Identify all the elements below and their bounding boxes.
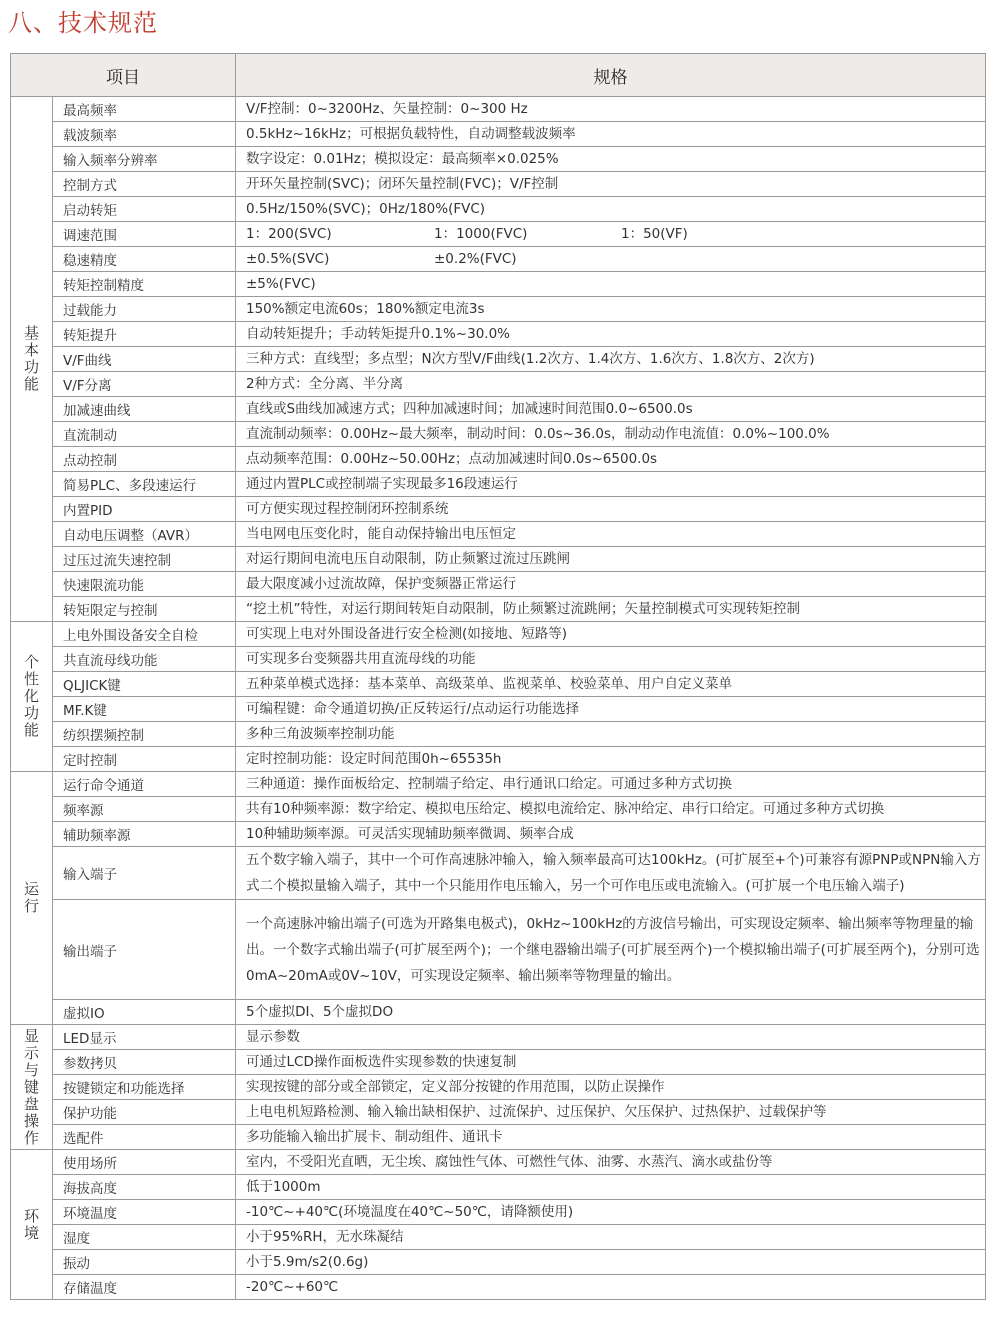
item-cell: 环境温度 bbox=[53, 1200, 236, 1225]
item-cell: 存储温度 bbox=[53, 1275, 236, 1300]
spec-cell: 对运行期间电流电压自动限制，防止频繁过流过压跳闸 bbox=[236, 547, 986, 572]
item-cell: 转矩控制精度 bbox=[53, 272, 236, 297]
spec-cell: 定时控制功能：设定时间范围0h~65535h bbox=[236, 747, 986, 772]
category-label: 基本功能 bbox=[23, 324, 39, 393]
table-row bbox=[11, 747, 986, 772]
spec-cell bbox=[236, 247, 986, 272]
table-row bbox=[11, 1025, 986, 1050]
table-row bbox=[11, 1275, 986, 1300]
table-row bbox=[11, 297, 986, 322]
spec-cell: 五种菜单模式选择：基本菜单、高级菜单、监视菜单、校验菜单、用户自定义菜单 bbox=[236, 672, 986, 697]
table-row bbox=[11, 447, 986, 472]
table-row bbox=[11, 1100, 986, 1125]
item-cell: 过载能力 bbox=[53, 297, 236, 322]
item-cell: 最高频率 bbox=[53, 97, 236, 122]
spec-cell: ±5%(FVC) bbox=[236, 272, 986, 297]
item-cell: 海拔高度 bbox=[53, 1175, 236, 1200]
item-cell: 振动 bbox=[53, 1250, 236, 1275]
spec-part: 1：50(VF) bbox=[621, 226, 688, 242]
item-cell: 调速范围 bbox=[53, 222, 236, 247]
item-cell: 辅助频率源 bbox=[53, 822, 236, 847]
item-cell: 按键锁定和功能选择 bbox=[53, 1075, 236, 1100]
item-cell: QLJICK键 bbox=[53, 672, 236, 697]
spec-cell: 实现按键的部分或全部锁定，定义部分按键的作用范围，以防止误操作 bbox=[236, 1075, 986, 1100]
table-row bbox=[11, 722, 986, 747]
table-row bbox=[11, 1175, 986, 1200]
item-cell: 湿度 bbox=[53, 1225, 236, 1250]
table-row bbox=[11, 347, 986, 372]
item-cell: 简易PLC、多段速运行 bbox=[53, 472, 236, 497]
table-body bbox=[11, 97, 986, 1300]
item-cell: 运行命令通道 bbox=[53, 772, 236, 797]
item-cell: 载波频率 bbox=[53, 122, 236, 147]
spec-cell: 低于1000m bbox=[236, 1175, 986, 1200]
table-row bbox=[11, 772, 986, 797]
spec-part: 1：200(SVC) bbox=[246, 226, 332, 242]
table-row bbox=[11, 172, 986, 197]
category-label: 环境 bbox=[23, 1206, 39, 1242]
spec-cell: 150%额定电流60s；180%额定电流3s bbox=[236, 297, 986, 322]
table-row bbox=[11, 97, 986, 122]
item-cell: 输出端子 bbox=[53, 900, 236, 1000]
spec-cell: 多功能输入输出扩展卡、制动组件、通讯卡 bbox=[236, 1125, 986, 1150]
category-label: 个性化功能 bbox=[23, 653, 39, 739]
spec-cell: 三种方式：直线型；多点型；N次方型V/F曲线(1.2次方、1.4次方、1.6次方、1.8次方、2次方) bbox=[236, 347, 986, 372]
spec-cell: 直线或S曲线加减速方式；四种加减速时间；加减速时间范围0.0~6500.0s bbox=[236, 397, 986, 422]
item-cell: 虚拟IO bbox=[53, 1000, 236, 1025]
category-cell bbox=[11, 97, 53, 622]
spec-cell: 五个数字输入端子，其中一个可作高速脉冲输入，输入频率最高可达100kHz。(可扩展至+个)可兼容有源PNP或NPN输入方式二个模拟量输入端子，其中一个只能用作电压输入，另一个可作电压或电流输入。(可扩展一个电压输入端子) bbox=[236, 847, 986, 900]
table-row bbox=[11, 597, 986, 622]
spec-cell: 最大限度减小过流故障，保护变频器正常运行 bbox=[236, 572, 986, 597]
table-row bbox=[11, 572, 986, 597]
table-row bbox=[11, 222, 986, 247]
table-row bbox=[11, 647, 986, 672]
item-cell: 参数拷贝 bbox=[53, 1050, 236, 1075]
spec-cell: 点动频率范围：0.00Hz~50.00Hz；点动加减速时间0.0s~6500.0s bbox=[236, 447, 986, 472]
table-row bbox=[11, 197, 986, 222]
header-spec: 规格 bbox=[236, 54, 986, 97]
spec-cell: 可通过LCD操作面板选件实现参数的快速复制 bbox=[236, 1050, 986, 1075]
spec-cell: 共有10种频率源：数字给定、模拟电压给定、模拟电流给定、脉冲给定、串行口给定。可通过多种方式切换 bbox=[236, 797, 986, 822]
table-row bbox=[11, 1225, 986, 1250]
category-cell bbox=[11, 1025, 53, 1150]
spec-cell: 上电电机短路检测、输入输出缺相保护、过流保护、过压保护、欠压保护、过热保护、过载保护等 bbox=[236, 1100, 986, 1125]
spec-cell bbox=[236, 222, 986, 247]
table-row bbox=[11, 422, 986, 447]
table-row bbox=[11, 497, 986, 522]
table-row bbox=[11, 1050, 986, 1075]
table-row bbox=[11, 822, 986, 847]
item-cell: 控制方式 bbox=[53, 172, 236, 197]
item-cell: 纺织摆频控制 bbox=[53, 722, 236, 747]
table-row bbox=[11, 522, 986, 547]
item-cell: 快速限流功能 bbox=[53, 572, 236, 597]
table-row bbox=[11, 1075, 986, 1100]
spec-cell: 0.5Hz/150%(SVC)；0Hz/180%(FVC) bbox=[236, 197, 986, 222]
spec-cell: 多种三角波频率控制功能 bbox=[236, 722, 986, 747]
spec-cell: 通过内置PLC或控制端子实现最多16段速运行 bbox=[236, 472, 986, 497]
category-label: 运行 bbox=[23, 880, 39, 915]
item-cell: 选配件 bbox=[53, 1125, 236, 1150]
item-cell: 转矩限定与控制 bbox=[53, 597, 236, 622]
item-cell: 直流制动 bbox=[53, 422, 236, 447]
item-cell: 输入端子 bbox=[53, 847, 236, 900]
item-cell: 转矩提升 bbox=[53, 322, 236, 347]
spec-cell: 0.5kHz~16kHz；可根据负载特性，自动调整载波频率 bbox=[236, 122, 986, 147]
table-row bbox=[11, 472, 986, 497]
spec-cell: 可方便实现过程控制闭环控制系统 bbox=[236, 497, 986, 522]
category-label: 显示与键盘操作 bbox=[23, 1026, 39, 1147]
table-row bbox=[11, 1250, 986, 1275]
item-cell: 定时控制 bbox=[53, 747, 236, 772]
category-cell bbox=[11, 1150, 53, 1300]
table-row bbox=[11, 322, 986, 347]
table-row bbox=[11, 847, 986, 900]
item-cell: 共直流母线功能 bbox=[53, 647, 236, 672]
item-cell: 上电外围设备安全自检 bbox=[53, 622, 236, 647]
spec-cell: V/F控制：0~3200Hz、矢量控制：0~300 Hz bbox=[236, 97, 986, 122]
spec-cell: 数字设定：0.01Hz；模拟设定：最高频率×0.025% bbox=[236, 147, 986, 172]
item-cell: V/F分离 bbox=[53, 372, 236, 397]
table-row bbox=[11, 900, 986, 1000]
table-row bbox=[11, 797, 986, 822]
table-row bbox=[11, 122, 986, 147]
item-cell: 使用场所 bbox=[53, 1150, 236, 1175]
item-cell: 内置PID bbox=[53, 497, 236, 522]
category-cell bbox=[11, 622, 53, 772]
item-cell: 点动控制 bbox=[53, 447, 236, 472]
item-cell: LED显示 bbox=[53, 1025, 236, 1050]
item-cell: 频率源 bbox=[53, 797, 236, 822]
spec-part: 1：1000(FVC) bbox=[434, 226, 528, 242]
spec-cell: -20℃~+60℃ bbox=[236, 1275, 986, 1300]
spec-cell: 小于5.9m/s2(0.6g) bbox=[236, 1250, 986, 1275]
spec-cell: 可实现上电对外围设备进行安全检测(如接地、短路等) bbox=[236, 622, 986, 647]
table-row bbox=[11, 697, 986, 722]
header-item: 项目 bbox=[11, 54, 236, 97]
item-cell: 启动转矩 bbox=[53, 197, 236, 222]
table-row bbox=[11, 1125, 986, 1150]
spec-cell: 可实现多台变频器共用直流母线的功能 bbox=[236, 647, 986, 672]
spec-cell: 小于95%RH，无水珠凝结 bbox=[236, 1225, 986, 1250]
item-cell: 自动电压调整（AVR） bbox=[53, 522, 236, 547]
spec-cell: 室内，不受阳光直晒，无尘埃、腐蚀性气体、可燃性气体、油雾、水蒸汽、滴水或盐份等 bbox=[236, 1150, 986, 1175]
spec-cell: -10℃~+40℃(环境温度在40℃~50℃，请降额使用) bbox=[236, 1200, 986, 1225]
item-cell: MF.K键 bbox=[53, 697, 236, 722]
table-row bbox=[11, 622, 986, 647]
spec-cell: 5个虚拟DI、5个虚拟DO bbox=[236, 1000, 986, 1025]
spec-cell: 自动转矩提升；手动转矩提升0.1%~30.0% bbox=[236, 322, 986, 347]
spec-cell: 10种辅助频率源。可灵活实现辅助频率微调、频率合成 bbox=[236, 822, 986, 847]
table-row bbox=[11, 272, 986, 297]
spec-table bbox=[10, 53, 986, 1300]
table-row bbox=[11, 672, 986, 697]
item-cell: V/F曲线 bbox=[53, 347, 236, 372]
table-row bbox=[11, 397, 986, 422]
spec-cell: 可编程键：命令通道切换/正反转运行/点动运行功能选择 bbox=[236, 697, 986, 722]
table-row bbox=[11, 247, 986, 272]
table-row bbox=[11, 1000, 986, 1025]
spec-cell: 当电网电压变化时，能自动保持输出电压恒定 bbox=[236, 522, 986, 547]
item-cell: 过压过流失速控制 bbox=[53, 547, 236, 572]
spec-part: ±0.5%(SVC) bbox=[246, 251, 330, 267]
spec-part: ±0.2%(FVC) bbox=[434, 251, 517, 267]
table-row bbox=[11, 147, 986, 172]
spec-cell: 显示参数 bbox=[236, 1025, 986, 1050]
item-cell: 保护功能 bbox=[53, 1100, 236, 1125]
spec-cell: 开环矢量控制(SVC)；闭环矢量控制(FVC)；V/F控制 bbox=[236, 172, 986, 197]
item-cell: 输入频率分辨率 bbox=[53, 147, 236, 172]
spec-cell: 直流制动频率：0.00Hz~最大频率，制动时间：0.0s~36.0s，制动动作电流值：0.0%~100.0% bbox=[236, 422, 986, 447]
table-header bbox=[11, 54, 986, 97]
spec-cell: 一个高速脉冲输出端子(可选为开路集电极式)，0kHz~100kHz的方波信号输出，可实现设定频率、输出频率等物理量的输出。一个数字式输出端子(可扩展至两个)；一个继电器输出端子(可扩展至两个)一个模拟输出端子(可扩展至两个)，分别可选0mA~20mA或0V~10V，可实现设定频率、输出频率等物理量的输出。 bbox=[236, 900, 986, 1000]
table-row bbox=[11, 1150, 986, 1175]
page-title: 八、技术规范 bbox=[8, 9, 158, 37]
spec-cell: “挖土机”特性，对运行期间转矩自动限制，防止频繁过流跳闸；矢量控制模式可实现转矩控制 bbox=[236, 597, 986, 622]
spec-cell: 三种通道：操作面板给定、控制端子给定、串行通讯口给定。可通过多种方式切换 bbox=[236, 772, 986, 797]
item-cell: 稳速精度 bbox=[53, 247, 236, 272]
category-cell bbox=[11, 772, 53, 1025]
table-row bbox=[11, 547, 986, 572]
item-cell: 加减速曲线 bbox=[53, 397, 236, 422]
table-row bbox=[11, 372, 986, 397]
table-row bbox=[11, 1200, 986, 1225]
spec-cell: 2种方式：全分离、半分离 bbox=[236, 372, 986, 397]
